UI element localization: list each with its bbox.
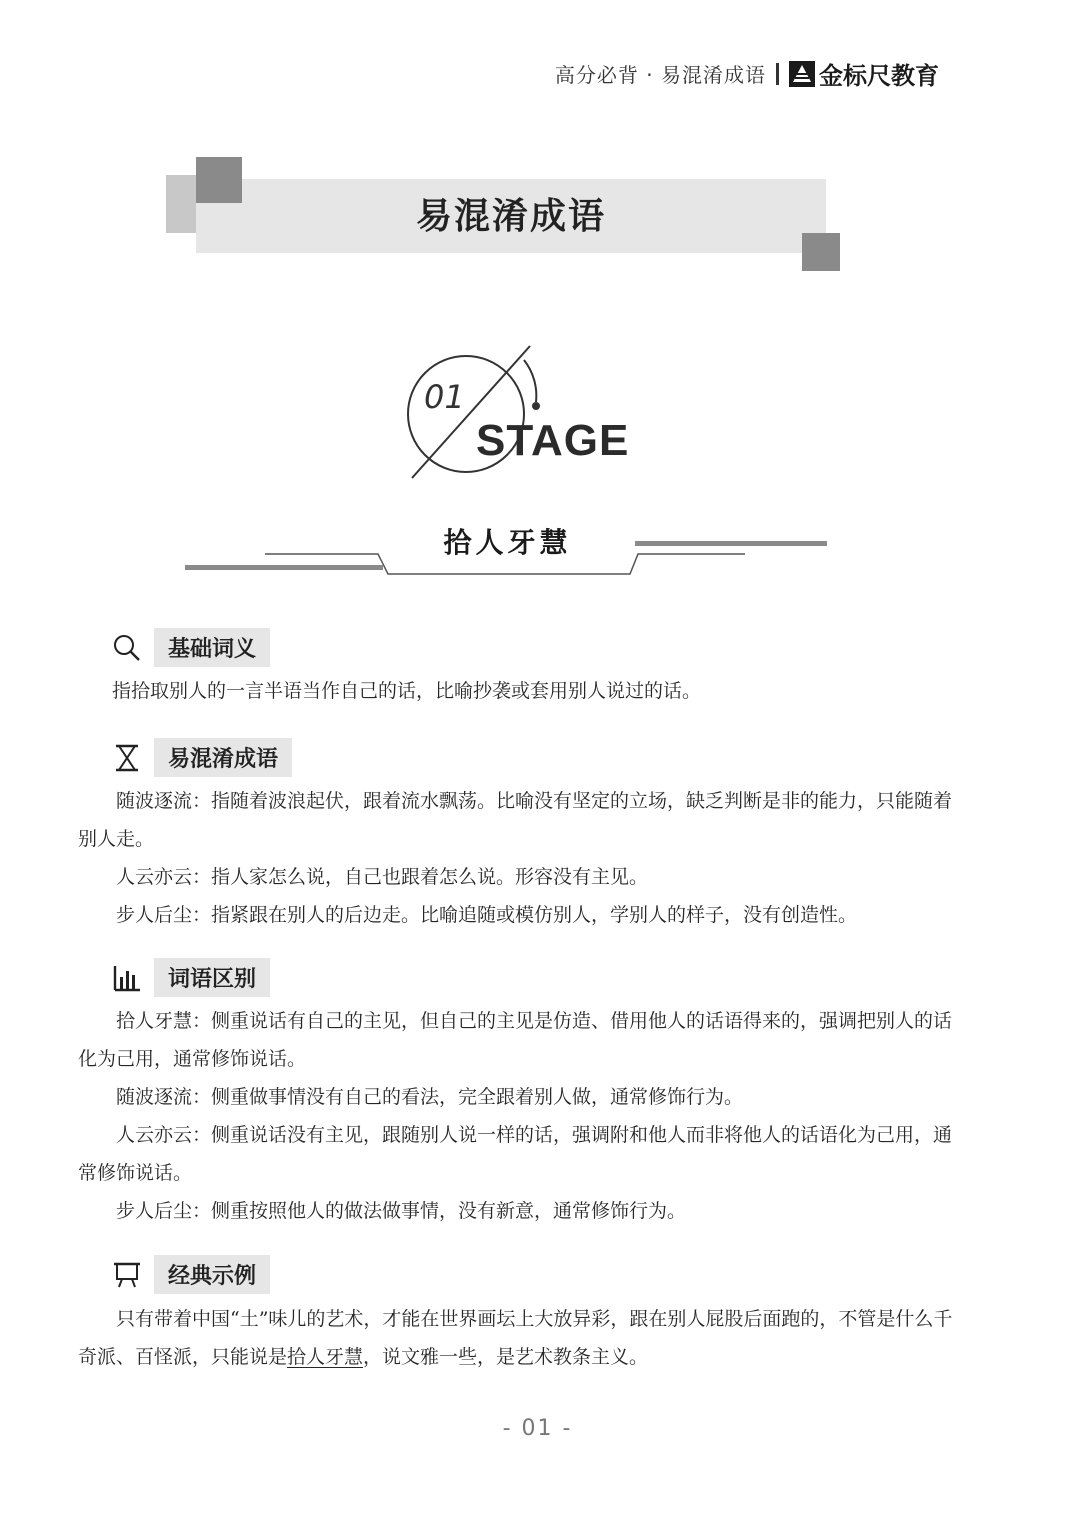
basic-definition: 指拾取别人的一言半语当作自己的话，比喻抄袭或套用别人说过的话。 (112, 680, 702, 702)
list-item: 随波逐流：指随着波浪起伏，跟着流水飘荡。比喻没有坚定的立场，缺乏判断是非的能力，只能随着别人走。 (78, 790, 953, 850)
stage-badge (404, 344, 630, 484)
example-before: 只有带着中国“土”味儿的艺术，才能在世界画坛上大放异彩，跟在别人屁股后面跑的，不管是什么千奇派、百怪派，只能说是 (78, 1308, 953, 1368)
list-item: 步人后尘：指紧跟在别人的后边走。比喻追随或模仿别人，学别人的样子，没有创造性。 (116, 904, 858, 926)
title-banner (166, 157, 842, 271)
example-highlight: 拾人牙慧 (287, 1346, 364, 1368)
page-number: - 01 - (502, 1416, 573, 1441)
stage-number: 01 (424, 378, 465, 416)
page-title: 易混淆成语 (415, 195, 606, 237)
list-item: 随波逐流：侧重做事情没有自己的看法，完全跟着别人做，通常修饰行为。 (116, 1086, 744, 1108)
page-header (555, 56, 939, 91)
header-divider (776, 63, 779, 85)
section-label: 词语区别 (154, 958, 270, 997)
list-item: 步人后尘：侧重按照他人的做法做事情，没有新意，通常修饰行为。 (116, 1200, 687, 1222)
section-label: 经典示例 (154, 1255, 270, 1294)
bar-chart-icon (112, 963, 142, 993)
hourglass-icon (112, 743, 142, 773)
section-label: 易混淆成语 (154, 738, 292, 777)
section-header-example (112, 1255, 270, 1294)
magnifier-icon (112, 633, 142, 663)
stage-word: STAGE (476, 416, 630, 465)
idiom-title: 拾人牙慧 (443, 526, 572, 559)
idiom-banner (185, 515, 830, 585)
section-header-basic (112, 628, 270, 667)
example-after: ，说文雅一些，是艺术教条主义。 (363, 1346, 649, 1368)
example-text (78, 1300, 958, 1376)
section-header-difference (112, 958, 270, 997)
list-item: 人云亦云：指人家怎么说，自己也跟着怎么说。形容没有主见。 (116, 866, 649, 888)
header-text: 高分必背 · 易混淆成语 (554, 63, 766, 87)
confusable-list (78, 782, 958, 934)
difference-list (78, 1002, 958, 1230)
list-item: 人云亦云：侧重说话没有主见，跟随别人说一样的话，强调附和他人而非将他人的话语化为己用，通常修饰说话。 (78, 1124, 953, 1184)
presentation-board-icon (112, 1260, 142, 1290)
brand-name: 金标尺教育 (819, 62, 939, 90)
list-item: 拾人牙慧：侧重说话有自己的主见，但自己的主见是仿造、借用他人的话语得来的，强调把别人的话化为己用，通常修饰说话。 (78, 1010, 953, 1070)
section-header-confusable (112, 738, 292, 777)
brand-logo (789, 56, 939, 91)
pyramid-logo-icon (789, 61, 815, 87)
section-label: 基础词义 (154, 628, 270, 667)
